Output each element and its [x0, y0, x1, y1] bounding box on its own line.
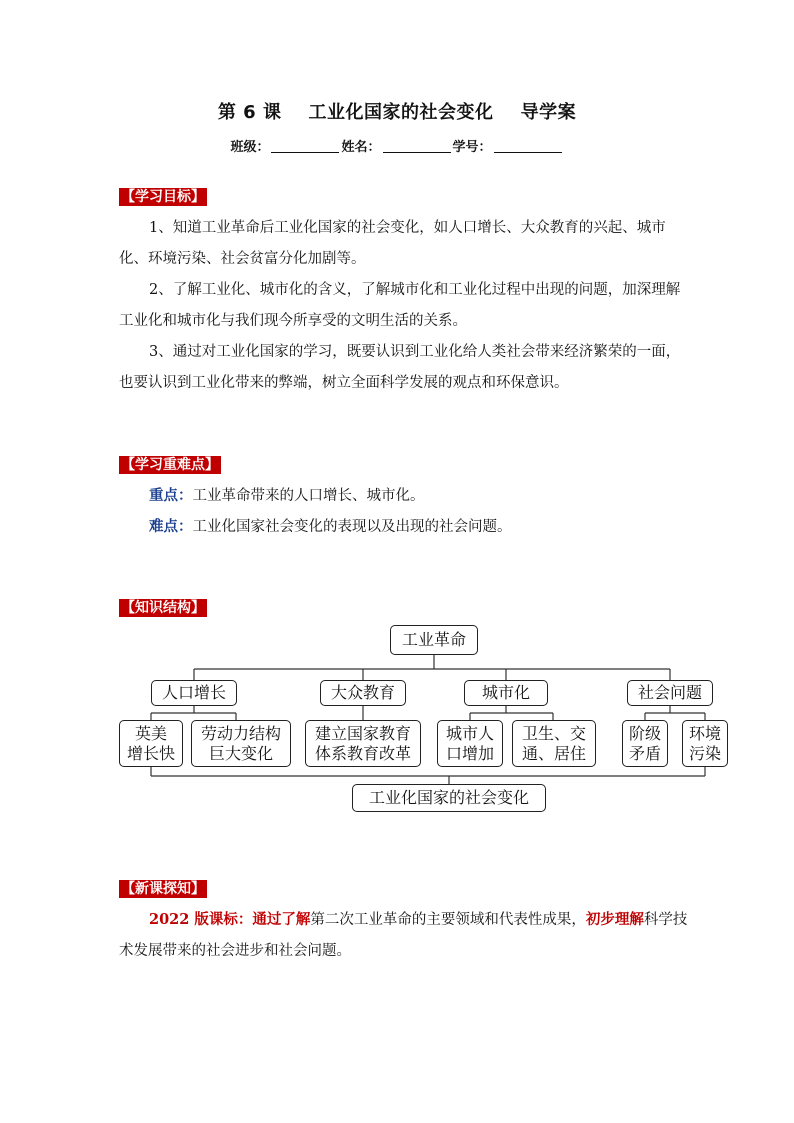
node-category-3 — [464, 680, 548, 706]
node-leaf-4 — [437, 720, 503, 767]
key-point-text: 工业革命带来的人口增长、城市化。 — [192, 488, 425, 504]
student-info-line — [0, 136, 794, 155]
node-leaf-5-line-1: 卫生、交 — [521, 723, 586, 743]
node-leaf-7-line-1: 环境 — [688, 723, 721, 743]
key-point-label: 重点： — [149, 487, 193, 504]
standard-text-1: 第二次工业革命的主要领域和代表性成果， — [310, 912, 586, 928]
node-category-4-label: 社会问题 — [637, 683, 702, 702]
id-label: 学号： — [452, 140, 492, 155]
objectives-section-label: 【学习目标】 — [121, 189, 205, 205]
name-label: 姓名： — [341, 140, 381, 155]
node-category-3-label: 城市化 — [481, 683, 530, 702]
key-point-line — [119, 480, 689, 512]
node-leaf-1 — [119, 720, 183, 767]
objective-item-3: 3、通过对工业化国家的学习，既要认识到工业化给人类社会带来经济繁荣的一面，也要认识到工业化带来的弊端，树立全面科学发展的观点和环保意识。 — [119, 344, 681, 391]
node-leaf-3-line-1: 建立国家教育 — [314, 723, 411, 743]
node-leaf-4-line-2: 口增加 — [445, 743, 494, 763]
key-points-section-label: 【学习重难点】 — [121, 457, 219, 473]
node-leaf-3 — [305, 720, 421, 767]
id-blank[interactable] — [494, 139, 562, 153]
difficult-point-text: 工业化国家社会变化的表现以及出现的社会问题。 — [192, 519, 512, 535]
node-leaf-5 — [512, 720, 596, 767]
standard-label: 2022 版课标： — [149, 911, 253, 928]
node-category-2-label: 大众教育 — [330, 683, 395, 702]
node-leaf-4-line-1: 城市人 — [445, 723, 494, 743]
page-title: 第 6 课 工业化国家的社会变化 导学案 — [217, 102, 577, 123]
node-leaf-6-line-2: 矛盾 — [628, 743, 661, 763]
objectives-section-label-wrap — [119, 186, 207, 206]
node-bottom — [352, 784, 546, 812]
new-lesson-section-label: 【新课探知】 — [121, 881, 205, 897]
standard-keyword-2: 初步理解 — [585, 911, 644, 928]
standard-keyword-1: 通过了解 — [252, 911, 311, 928]
node-leaf-6-line-1: 阶级 — [628, 723, 661, 743]
node-category-1 — [151, 680, 237, 706]
node-leaf-1-line-1: 英美 — [134, 723, 167, 743]
class-blank[interactable] — [271, 139, 339, 153]
name-blank[interactable] — [383, 139, 451, 153]
node-bottom-label: 工业化国家的社会变化 — [368, 788, 529, 807]
node-leaf-7 — [682, 720, 728, 767]
node-leaf-5-line-2: 通、居住 — [521, 743, 586, 763]
node-root — [390, 625, 478, 655]
new-lesson-section-label-wrap — [119, 878, 207, 898]
node-root-label: 工业革命 — [401, 630, 466, 649]
node-leaf-2-line-1: 劳动力结构 — [200, 723, 281, 743]
objective-item-2: 2、了解工业化、城市化的含义，了解城市化和工业化过程中出现的问题，加深理解工业化和城市化与我们现今所享受的文明生活的关系。 — [119, 282, 681, 329]
curriculum-standard-paragraph — [119, 904, 689, 967]
difficult-point-label: 难点： — [149, 518, 193, 535]
node-leaf-6 — [622, 720, 668, 767]
node-leaf-7-line-2: 污染 — [688, 743, 721, 763]
class-label: 班级： — [230, 140, 270, 155]
node-leaf-2-line-2: 巨大变化 — [208, 743, 273, 763]
node-category-1-label: 人口增长 — [161, 683, 226, 702]
node-leaf-3-line-2: 体系教育改革 — [314, 743, 411, 763]
structure-section-label: 【知识结构】 — [121, 600, 205, 616]
node-leaf-2 — [191, 720, 291, 767]
difficult-point-line — [119, 511, 689, 543]
objective-item-1: 1、知道工业革命后工业化国家的社会变化，如人口增长、大众教育的兴起、城市化、环境污染、社会贫富分化加剧等。 — [119, 220, 666, 267]
node-category-4 — [627, 680, 713, 706]
node-category-2 — [320, 680, 406, 706]
key-points-section-label-wrap — [119, 454, 221, 474]
standard-text-2: 科学技术发展带来的社会进步和社会问题。 — [119, 912, 688, 959]
node-leaf-1-line-2: 增长快 — [126, 743, 175, 763]
structure-section-label-wrap — [119, 597, 207, 617]
